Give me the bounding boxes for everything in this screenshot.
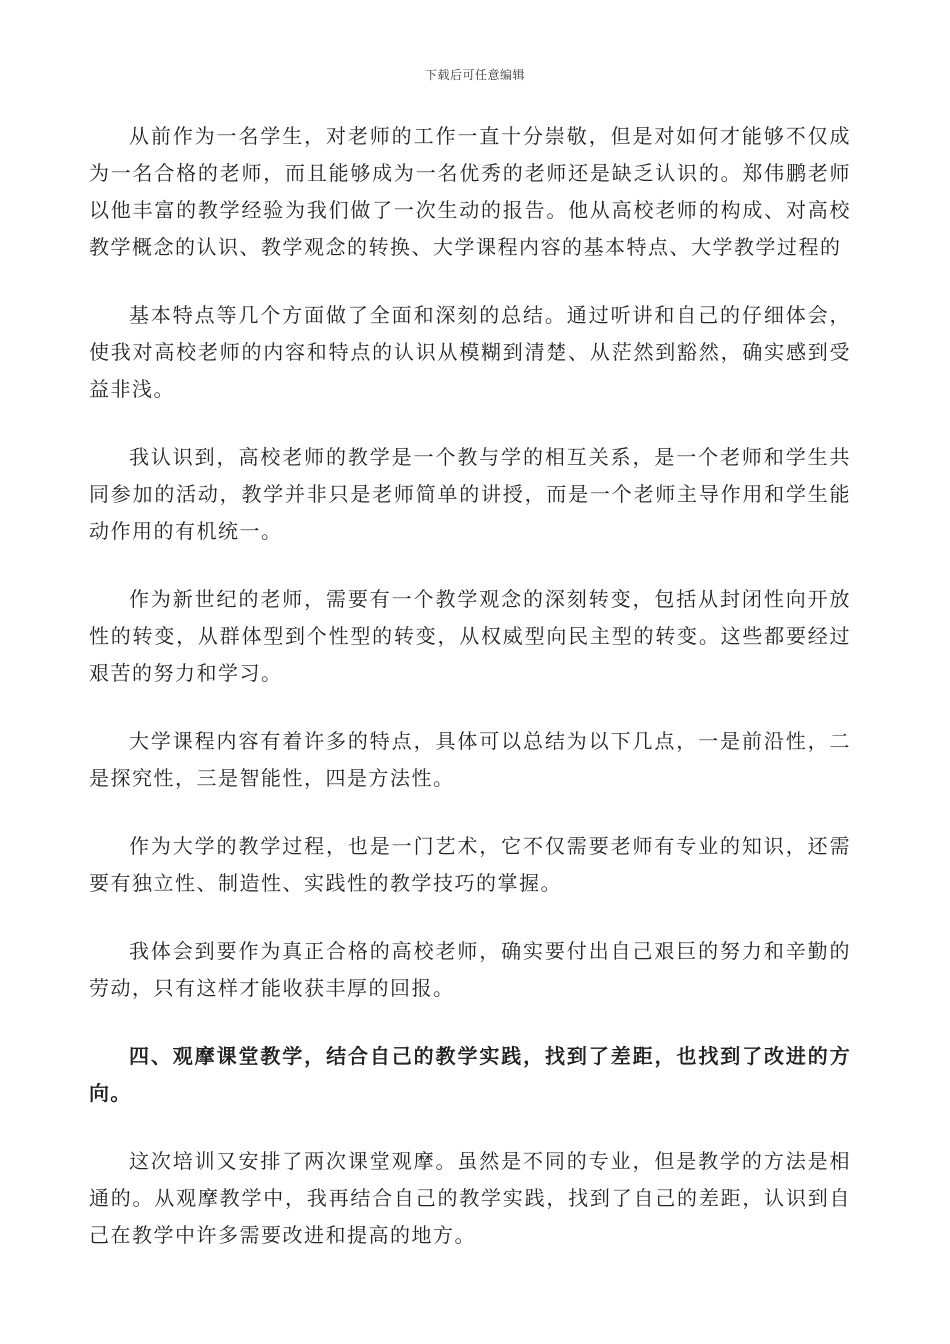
paragraph-6: 作为大学的教学过程，也是一门艺术，它不仅需要老师有专业的知识，还需要有独立性、制造性、实践性的教学技巧的掌握。 xyxy=(89,834,851,895)
paragraph-8: 这次培训又安排了两次课堂观摩。虽然是不同的专业，但是教学的方法是相通的。从观摩教学中，我再结合自己的教学实践，找到了自己的差距，认识到自己在教学中许多需要改进和提高的地方。 xyxy=(89,1149,851,1247)
paragraph-2: 基本特点等几个方面做了全面和深刻的总结。通过听讲和自己的仔细体会，使我对高校老师的内容和特点的认识从模糊到清楚、从茫然到豁然，确实感到受益非浅。 xyxy=(89,303,851,401)
paragraph-4: 作为新世纪的老师，需要有一个教学观念的深刻转变，包括从封闭性向开放性的转变，从群体型到个性型的转变，从权威型向民主型的转变。这些都要经过艰苦的努力和学习。 xyxy=(89,587,851,685)
paragraph-1: 从前作为一名学生，对老师的工作一直十分崇敬，但是对如何才能够不仅成为一名合格的老师，而且能够成为一名优秀的老师还是缺乏认识的。郑伟鹏老师以他丰富的教学经验为我们做了一次生动的报告。他从高校老师的构成、对高校教学概念的认识、教学观念的转换、大学课程内容的基本特点、大学教学过程的 xyxy=(89,124,851,259)
page-header: 下载后可任意编辑 xyxy=(424,68,525,82)
paragraph-5: 大学课程内容有着许多的特点，具体可以总结为以下几点，一是前沿性，二是探究性，三是智能性，四是方法性。 xyxy=(89,729,851,790)
document-body xyxy=(89,118,851,1285)
paragraph-7: 我体会到要作为真正合格的高校老师，确实要付出自己艰巨的努力和辛勤的劳动，只有这样才能收获丰厚的回报。 xyxy=(89,939,851,1000)
paragraph-3: 我认识到，高校老师的教学是一个教与学的相互关系，是一个老师和学生共同参加的活动，教学并非只是老师简单的讲授，而是一个老师主导作用和学生能动作用的有机统一。 xyxy=(89,445,851,543)
section-heading-4: 四、观摩课堂教学，结合自己的教学实践，找到了差距，也找到了改进的方向。 xyxy=(89,1044,851,1105)
